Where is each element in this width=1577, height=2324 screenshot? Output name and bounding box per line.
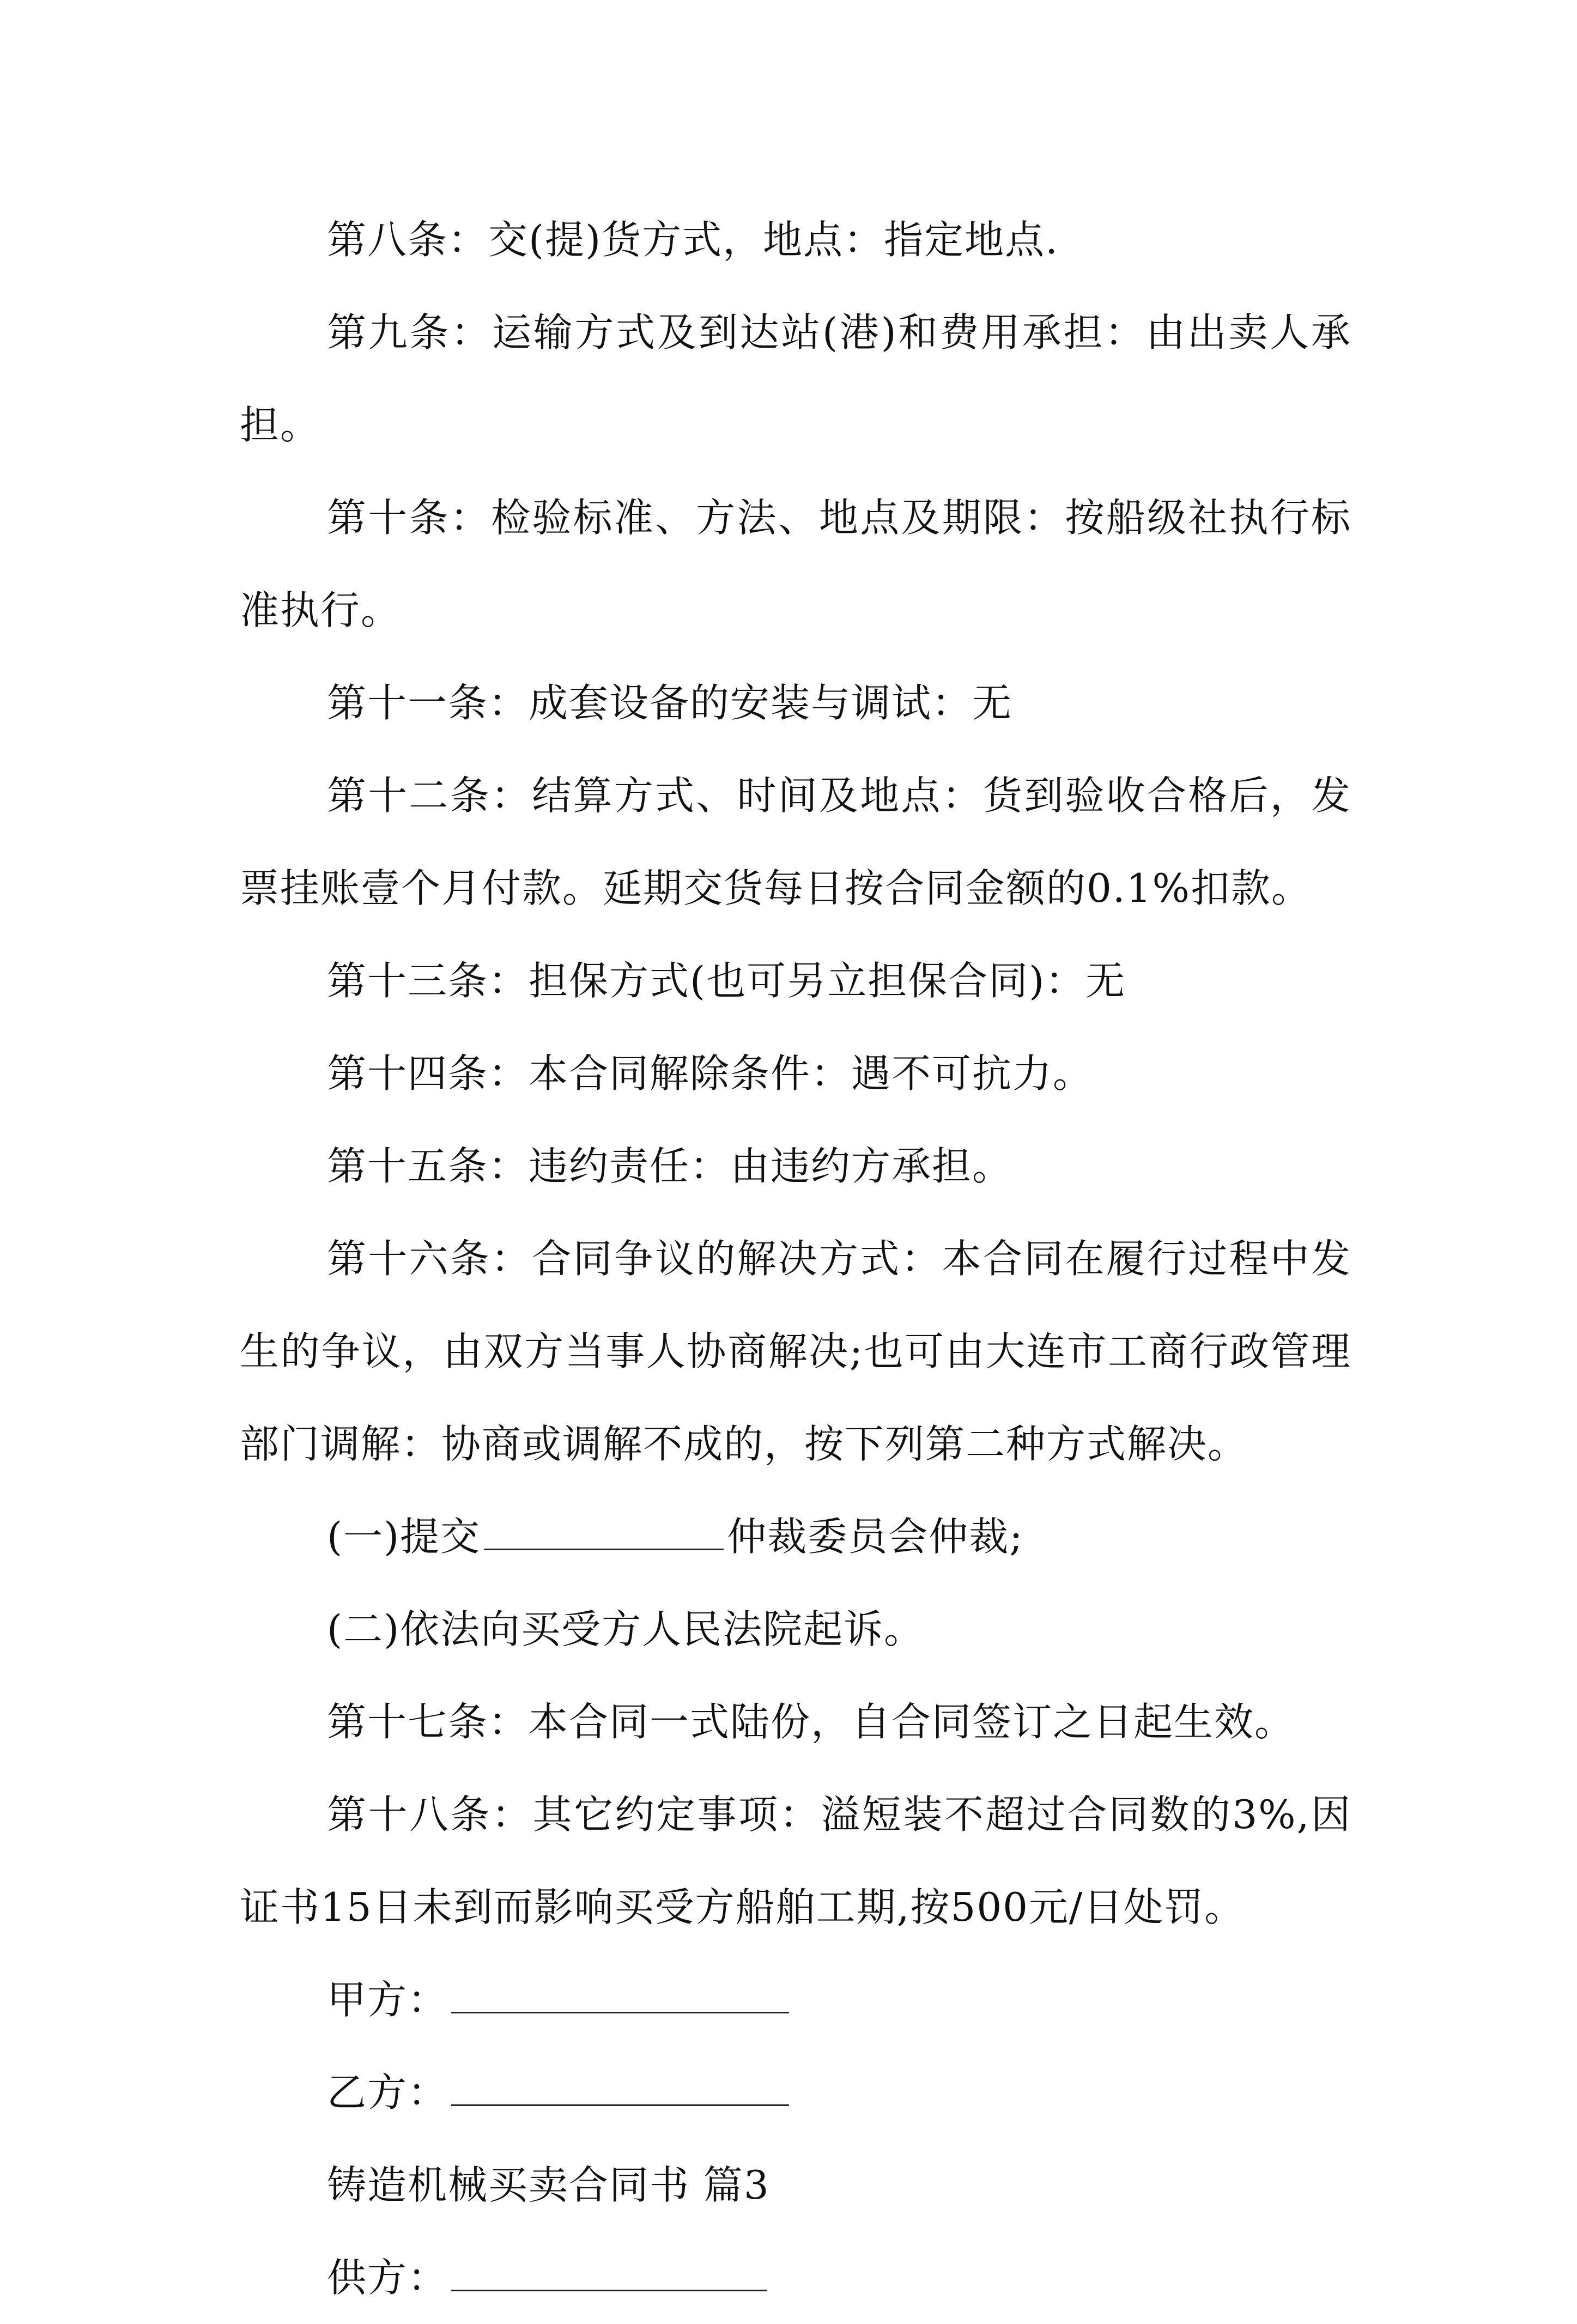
party-a-line (240, 1953, 1351, 2046)
article-9: 第九条：运输方式及到达站(港)和费用承担：由出卖人承担。 (240, 310, 1351, 448)
supplier-blank (451, 2256, 767, 2291)
party-b-blank (451, 2071, 789, 2106)
party-a-label: 甲方： (327, 1977, 448, 2023)
party-b-line (240, 2046, 1351, 2139)
option-1-suffix: 仲裁委员会仲裁; (727, 1514, 1024, 1560)
supplier-label: 供方： (327, 2255, 448, 2301)
article-12: 第十二条：结算方式、时间及地点：货到验收合格后，发票挂账壹个月付款。延期交货每日按合同金额的0.1%扣款。 (240, 773, 1351, 911)
article-14: 第十四条：本合同解除条件：遇不可抗力。 (327, 1051, 1094, 1096)
arbitration-option-1 (240, 1490, 1351, 1583)
article-11: 第十一条：成套设备的安装与调试：无 (327, 680, 1013, 726)
party-b-label: 乙方： (327, 2070, 448, 2115)
article-16: 第十六条：合同争议的解决方式：本合同在履行过程中发生的争议，由双方当事人协商解决;也可由大连市工商行政管理部门调解：协商或调解不成的，按下列第二种方式解决。 (240, 1236, 1351, 1467)
article-10: 第十条：检验标准、方法、地点及期限：按船级社执行标准执行。 (240, 495, 1351, 633)
article-13: 第十三条：担保方式(也可另立担保合同)：无 (327, 958, 1126, 1004)
option-1-prefix: (一)提交 (327, 1514, 481, 1560)
article-18: 第十八条：其它约定事项：溢短装不超过合同数的3%,因证书15日未到而影响买受方船舶工期,按500元/日处罚。 (240, 1792, 1351, 1930)
article-15: 第十五条：违约责任：由违约方承担。 (327, 1143, 1013, 1189)
document-body (240, 193, 1351, 2324)
arbitration-option-2: (二)依法向买受方人民法院起诉。 (327, 1606, 925, 1652)
supplier-line (240, 2231, 1351, 2324)
section-title: 铸造机械买卖合同书 篇3 (327, 2162, 770, 2208)
arbitration-commission-blank (484, 1515, 724, 1550)
article-17: 第十七条：本合同一式陆份，自合同签订之日起生效。 (327, 1699, 1295, 1745)
article-8: 第八条：交(提)货方式，地点：指定地点. (327, 217, 1059, 263)
party-a-blank (451, 1978, 789, 2013)
